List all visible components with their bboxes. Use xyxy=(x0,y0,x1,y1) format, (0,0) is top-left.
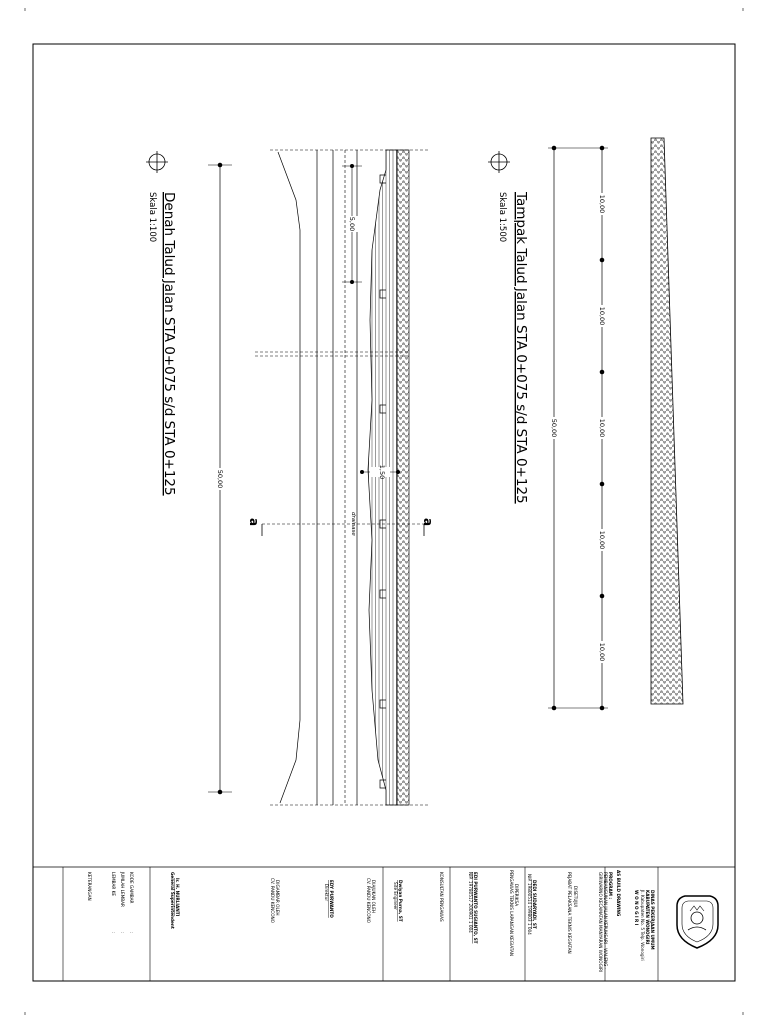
elevation-scale: Skala 1:500 xyxy=(497,192,507,243)
supervisor-role: Site Engineer xyxy=(393,882,398,911)
agency-line-1: DINAS PEKERJAAN UMUM xyxy=(650,890,655,950)
plan-title: Denah Talud Jalan STA 0+075 s/d STA 0+125 xyxy=(161,192,177,496)
section-marker-left: a xyxy=(247,518,261,527)
elevation-view xyxy=(488,138,683,710)
approved-label: DISETUJUI xyxy=(573,886,578,907)
elevation-segment-label: 10,00 xyxy=(598,306,606,326)
plan-view xyxy=(146,150,435,805)
field-colon: : xyxy=(111,932,116,934)
director-role: Direktur xyxy=(324,884,329,902)
gm-name: Ir. H. NURLIANTI xyxy=(175,878,180,917)
elevation-segment-label: 10,00 xyxy=(598,642,606,662)
field-lembar: LEMBAR KE xyxy=(111,872,116,896)
checker-role: PENGAWAS TEKNIS LAPANGAN KEGIATAN xyxy=(509,870,514,957)
approver-nip: NIP. 19800514 199803 1 004 xyxy=(527,874,532,935)
checker-name: EDI PURWANTO SUGIANTO, ST xyxy=(473,872,478,944)
director-name: EDY PURWANTO xyxy=(329,880,334,918)
agency-logo xyxy=(677,896,718,948)
plan-total-label: 50,00 xyxy=(216,469,224,489)
drawing-type: AS BUILD DRAWING xyxy=(616,870,621,917)
plan-dim-150-label: 1,50 xyxy=(378,464,386,480)
field-colon: : xyxy=(129,932,134,934)
executor-company: CV. PANDU KENCONO xyxy=(366,878,371,923)
gm-role: General Superintendent xyxy=(170,872,175,929)
title-block xyxy=(33,867,735,981)
elevation-title: Tampak Talud Jalan STA 0+075 s/d STA 0+125 xyxy=(513,192,529,504)
program-line-2: PEMBANGUNAN JALAN KEPUHSARI - WALENG - xyxy=(603,872,608,970)
elevation-segment-label: 10,00 xyxy=(598,194,606,214)
checker-nip: NIP. 19780517 200901 1 004 xyxy=(468,872,473,933)
approver-name: DEDI SUDARYADI, ST xyxy=(532,880,537,929)
program-line-1: PROGRAM : xyxy=(608,872,613,900)
drainage-note: drainase xyxy=(350,512,356,536)
plan-section-symbol xyxy=(146,151,168,173)
elevation-section-symbol xyxy=(488,151,510,173)
section-marker-right: a xyxy=(421,518,435,527)
supervisor-name: Dwiyan Purna, ST xyxy=(398,880,403,922)
consultant-role: KONSULTAN PENGAWAS xyxy=(439,872,444,922)
plan-dim-5-label: 5,00 xyxy=(348,216,356,232)
elevation-total-label: 50,00 xyxy=(550,418,558,438)
drafter-label: DIGAMBAR OLEH xyxy=(275,880,280,916)
remarks-label: KETERANGAN xyxy=(87,872,92,901)
field-colon: : xyxy=(120,932,125,934)
elevation-segment-label: 10,00 xyxy=(598,418,606,438)
checked-label: DIPERIKSA xyxy=(514,884,519,907)
field-jumlah: JUMLAH LEMBAR xyxy=(120,872,125,907)
wall-plan-masonry xyxy=(397,150,409,805)
approver-role: PEJABAT PELAKSANA TEKNIS KEGIATAN xyxy=(567,872,572,954)
plan-scale: Skala 1:100 xyxy=(147,192,157,243)
drafter-company: CV. PANDU KENCONO xyxy=(270,878,275,923)
program-line-3: GIRIWARNO KECAMATAN MANYARAN WONOGIRI xyxy=(598,872,603,973)
elevation-segment-label: 10,00 xyxy=(598,530,606,550)
agency-line-4: W O N O G I R I xyxy=(634,890,639,926)
executor-label: DIAJUKAN OLEH xyxy=(371,880,376,914)
agency-line-2: KABUPATEN WONOGIRI xyxy=(645,890,650,945)
wall-elevation-strip xyxy=(651,138,683,704)
field-kode: KODE GAMBAR xyxy=(129,872,134,904)
agency-line-3: Jl. Kabupaten No. 5 Telp. Wonogiri xyxy=(640,890,645,961)
terrain-edge xyxy=(278,152,300,803)
